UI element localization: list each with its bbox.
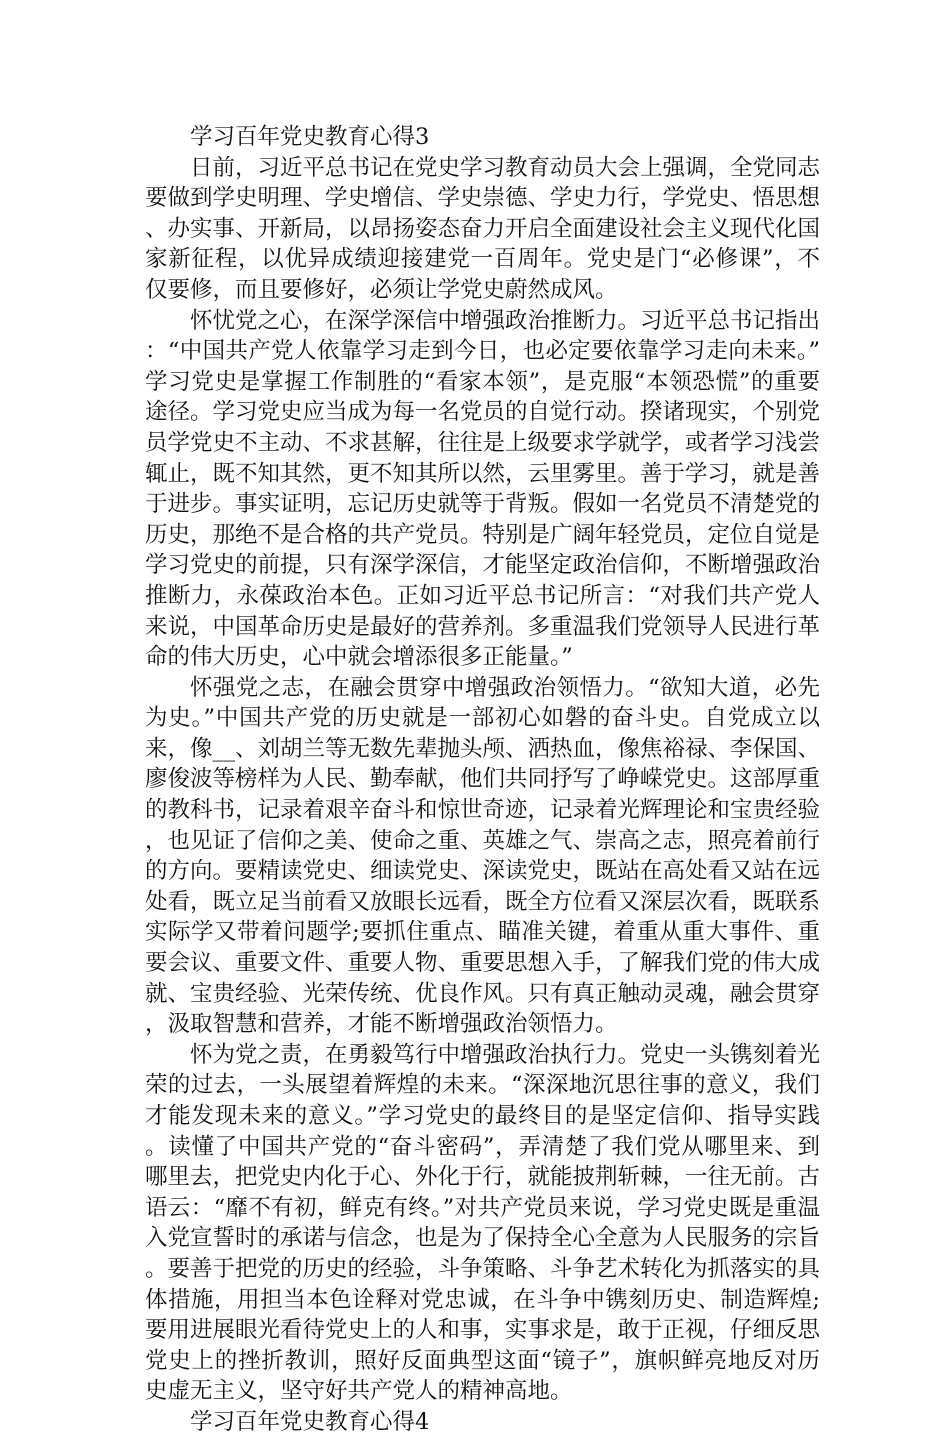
paragraph-intro: 日前，习近平总书记在党史学习教育动员大会上强调，全党同志要做到学史明理、学史增信、学史崇德、学史力行，学党史、悟思想、办实事、开新局，以昂扬姿态奋力开启全面建设社会主义现代化国家新征程，以优异成绩迎接建党一百周年。党史是门“必修课”，不仅要修，而且要修好，必须让学党史蔚然成风。 bbox=[145, 154, 821, 303]
paragraph-deep-study: 怀忧党之心，在深学深信中增强政治推断力。习近平总书记指出：“中国共产党人依靠学习走到今日，也必定要依靠学习走向未来。”学习党史是掌握工作制胜的“看家本领”，是克服“本领恐慌”的重要途径。学习党史应当成为每一名党员的自觉行动。揆诸现实，个别党员学党史不主动、不求甚解，往往是上级要求学就学，或者学习浅尝辄止，既不知其然，更不知其所以然，云里雾里。善于学习，就是善于进步。事实证明，忘记历史就等于背叛。假如一名党员不清楚党的历史，那绝不是合格的共产党员。特别是广阔年轻党员，定位自觉是学习党史的前提，只有深学深信，才能坚定政治信仰，不断增强政治推断力，永葆政治本色。正如习近平总书记所言：“对我们共产党人来说，中国革命历史是最好的营养剂。多重温我们党领导人民进行革命的伟大历史，心中就会增添很多正能量。” bbox=[145, 307, 821, 671]
section-heading-4: 学习百年党史教育心得4 bbox=[190, 1408, 430, 1435]
paragraph-integration: 怀强党之志，在融会贯穿中增强政治领悟力。“欲知大道，必先为史。”中国共产党的历史就是一部初心如磐的奋斗史。自党成立以来，像__、刘胡兰等无数先辈抛头颅、洒热血，像焦裕禄、李保国、廖俊波等榜样为人民、勤奉献，他们共同抒写了峥嵘党史。这部厚重的教科书，记录着艰辛奋斗和惊世奇迹，记录着光辉理论和宝贵经验，也见证了信仰之美、使命之重、英雄之气、崇高之志，照亮着前行的方向。要精读党史、细读党史、深读党史，既站在高处看又站在远处看，既立足当前看又放眼长远看，既全方位看又深层次看，既联系实际学又带着问题学;要抓住重点、瞄准关键，着重从重大事件、重要会议、重要文件、重要人物、重要思想入手，了解我们党的伟大成就、宝贵经验、光荣传统、优良作风。只有真正触动灵魂，融会贯穿，汲取智慧和营养，才能不断增强政治领悟力。 bbox=[145, 674, 821, 1038]
paragraph-execution: 怀为党之责，在勇毅笃行中增强政治执行力。党史一头镌刻着光荣的过去，一头展望着辉煌的未来。“深深地沉思往事的意义，我们才能发现未来的意义。”学习党史的最终目的是坚定信仰、指导实践。读懂了中国共产党的“奋斗密码”，弄清楚了我们党从哪里来、到哪里去，把党史内化于心、外化于行，就能披荆斩棘，一往无前。古语云：“靡不有初，鲜克有终。”对共产党员来说，学习党史既是重温入党宣誓时的承诺与信念，也是为了保持全心全意为人民服务的宗旨。要善于把党的历史的经验，斗争策略、斗争艺术转化为抓落实的具体措施，用担当本色诠释对党忠诚，在斗争中镌刻历史、制造辉煌;要用进展眼光看待党史上的人和事，实事求是，敢于正视，仔细反思党史上的挫折教训，照好反面典型这面“镜子”，旗帜鲜亮地反对历史虚无主义，坚守好共产党人的精神高地。 bbox=[145, 1041, 821, 1405]
section-heading-3: 学习百年党史教育心得3 bbox=[190, 124, 430, 150]
document-body bbox=[145, 122, 820, 1438]
